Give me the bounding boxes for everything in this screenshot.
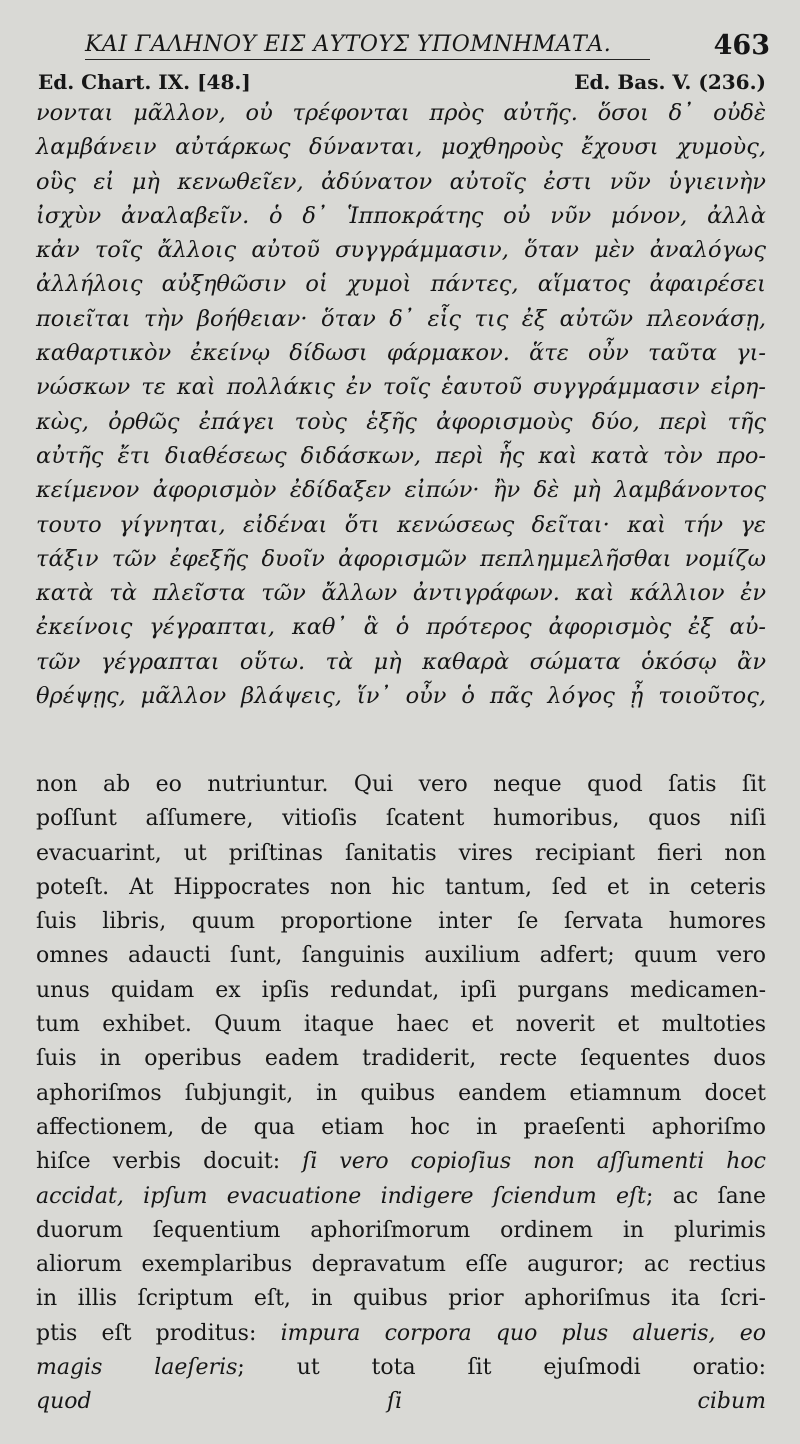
latin-text-segment: aphoriſmos ſubjungit, in quibus eandem etiamnum docet <box>36 1080 766 1106</box>
latin-text-segment: ptis eſt proditus: <box>36 1320 281 1346</box>
latin-quote-italic: quod ſi cibum <box>36 1389 766 1415</box>
latin-text-segment: ; ut tota ſit ejuſmodi oratio: <box>237 1355 766 1381</box>
latin-text-segment: ſuis in operibus eadem tradiderit, recte ſequentes duos <box>36 1046 766 1072</box>
greek-line: κατὰ τὰ πλεῖστα τῶν ἄλλων ἀντιγράφων. καὶ κάλλιον ἐν <box>36 580 766 607</box>
latin-line <box>36 1077 766 1111</box>
greek-line: τῶν γέγραπται οὕτω. τὰ μὴ καθαρὰ σώματα ὁκόσῳ ἂν <box>36 648 766 675</box>
running-head-rule <box>85 59 650 60</box>
latin-quote-italic: accidat, ipſum evacuatione indigere ſciendum eſt <box>36 1183 647 1209</box>
latin-line <box>36 1008 766 1042</box>
edition-line <box>38 70 766 98</box>
greek-line: κείμενον ἀφορισμὸν ἐδίδαξεν εἰπών· ἢν δὲ μὴ λαμβάνοντος <box>36 477 766 504</box>
latin-text-segment: hiſce verbis docuit: <box>36 1149 303 1175</box>
latin-text-segment: evacuarint, ut priſtinas ſanitatis vires recipiant fieri non <box>36 840 766 866</box>
latin-line <box>36 768 766 802</box>
greek-line: νονται μᾶλλον, οὐ τρέφονται πρὸς αὐτῆς. ὅσοι δ᾽ οὐδὲ <box>36 100 766 126</box>
greek-line: αὐτῆς ἔτι διαθέσεως διδάσκων, περὶ ἧς καὶ κατὰ τὸν προ- <box>36 442 766 469</box>
latin-text-segment: tum exhibet. Quum itaque haec et noverit et multoties <box>36 1012 766 1038</box>
latin-quote-italic: impura corpora quo plus alueris, eo <box>280 1320 766 1346</box>
latin-line <box>36 1145 766 1179</box>
greek-text-block <box>36 96 766 713</box>
latin-line <box>36 1111 766 1145</box>
latin-text-segment: poſſunt aſſumere, vitioſis ſcatent humoribus, quos niſi <box>36 806 766 832</box>
latin-quote-italic: ſi vero copioſius non aſſumenti hoc <box>302 1149 766 1175</box>
latin-line <box>36 837 766 871</box>
latin-line <box>36 1351 766 1385</box>
latin-line <box>36 871 766 905</box>
latin-text-segment: affectionem, de qua etiam hoc in praeſenti aphoriſmo <box>36 1114 766 1140</box>
latin-line <box>36 1214 766 1248</box>
greek-line: ἰσχὺν ἀναλαβεῖν. ὁ δ᾽ Ἱπποκράτης οὐ νῦν μόνον, ἀλλὰ <box>36 202 766 229</box>
latin-line <box>36 1317 766 1351</box>
latin-text-segment: poteſt. At Hippocrates non hic tantum, ſed et in ceteris <box>36 874 766 900</box>
greek-line: οὓς εἰ μὴ κενωθεῖεν, ἀδύνατον αὐτοῖς ἐστι νῦν ὑγιεινὴν <box>36 168 766 195</box>
greek-line: κἀν τοῖς ἄλλοις αὐτοῦ συγγράμμασιν, ὅταν μὲν ἀναλόγως <box>36 237 766 264</box>
latin-text-block <box>36 768 766 1420</box>
latin-text-segment: in illis ſcriptum eſt, in quibus prior aphoriſmus ita ſcri- <box>36 1286 766 1312</box>
page-number: 463 <box>713 30 770 61</box>
latin-text-segment: omnes adaucti ſunt, ſanguinis auxilium adfert; quum vero <box>36 943 766 969</box>
latin-line <box>36 939 766 973</box>
latin-text-segment: non ab eo nutriuntur. Qui vero neque quod ſatis ſit <box>36 772 766 797</box>
latin-text-segment: aliorum exemplaribus depravatum eſſe auguror; ac rectius <box>36 1252 766 1278</box>
latin-line <box>36 1248 766 1282</box>
greek-line: θρέψῃς, μᾶλλον βλάψεις, ἵν᾽ οὖν ὁ πᾶς λόγος ᾖ τοιοῦτος, <box>36 683 766 710</box>
greek-line: νώσκων τε καὶ πολλάκις ἐν τοῖς ἑαυτοῦ συγγράμμασιν εἰρη- <box>36 374 766 401</box>
greek-line: ἀλλήλοις αὐξηθῶσιν οἱ χυμοὶ πάντες, αἵματος ἀφαιρέσει <box>36 271 766 298</box>
latin-line <box>36 1180 766 1214</box>
latin-text-segment: ; ac ſane <box>646 1183 766 1209</box>
greek-line: κὼς, ὀρθῶς ἐπάγει τοὺς ἑξῆς ἀφορισμοὺς δύο, περὶ τῆς <box>36 408 766 435</box>
greek-line: τουτο γίγνηται, εἰδέναι ὅτι κενώσεως δεῖται· καὶ τήν γε <box>36 511 766 538</box>
greek-line: καθαρτικὸν ἐκείνῳ δίδωσι φάρμακον. ἅτε οὖν ταῦτα γι- <box>36 340 766 367</box>
latin-text-segment: ſuis libris, quum proportione inter ſe ſervata humores <box>36 909 766 935</box>
greek-line: ποιεῖται τὴν βοήθειαν· ὅταν δ᾽ εἷς τις ἐξ αὐτῶν πλεονάσῃ, <box>36 305 766 332</box>
greek-line: τάξιν τῶν ἐφεξῆς δυοῖν ἀφορισμῶν πεπλημμελῆσθαι νομίζω <box>36 545 766 572</box>
latin-line <box>36 1385 766 1419</box>
running-title: ΚΑΙ ΓΑΛΗΝΟΥ ΕΙΣ ΑΥΤΟΥΣ ΥΠΟΜΝΗΜΑΤΑ. <box>85 32 612 57</box>
latin-line <box>36 1042 766 1076</box>
latin-line <box>36 905 766 939</box>
edition-bas: Ed. Bas. V. (236.) <box>574 70 766 94</box>
edition-chart: Ed. Chart. IX. [48.] <box>38 70 251 94</box>
latin-quote-italic: magis laeſeris <box>36 1355 238 1381</box>
latin-line <box>36 974 766 1008</box>
latin-line <box>36 802 766 836</box>
greek-line: ἐκείνοις γέγραπται, καθ᾽ ἃ ὁ πρότερος ἀφορισμὸς ἐξ αὐ- <box>36 614 766 641</box>
latin-line <box>36 1282 766 1316</box>
running-head <box>60 30 770 64</box>
latin-text-segment: duorum ſequentium aphoriſmorum ordinem in plurimis <box>36 1217 766 1243</box>
latin-text-segment: unus quidam ex ipſis redundat, ipſi purgans medicamen- <box>36 977 766 1003</box>
greek-line: λαμβάνειν αὐτάρκως δύνανται, μοχθηροὺς ἔχουσι χυμοὺς, <box>36 134 766 161</box>
